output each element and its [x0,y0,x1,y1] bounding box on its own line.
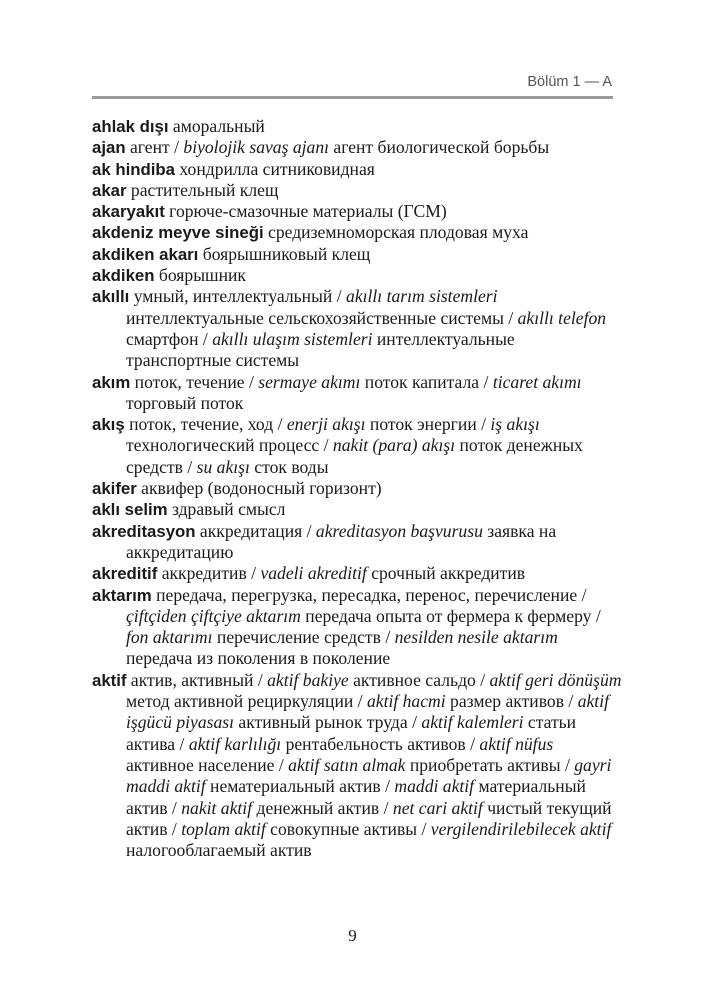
translation-text: нематериальный актив / [205,776,395,797]
translation-text: приобретать активы / [405,754,575,775]
example-term: enerji akışı [286,414,366,435]
translation-text: статьи актива / [126,712,577,754]
headword: aktarım [92,585,152,605]
translation-text: умный, интеллектуальный / [129,286,347,307]
headword: akım [92,372,131,392]
translation-text: агент / [125,137,184,158]
translation-text: активное сальдо / [348,669,490,690]
translation-text: налогооблагаемый актив [126,840,312,861]
translation-text: перечисление средств / [212,627,395,648]
example-term: aktif bakiye [267,669,349,690]
dictionary-entry [92,222,622,243]
example-term: su akışı [196,456,250,477]
translation-text: технологический процесс / [126,435,333,456]
example-term: toplam aktif [181,818,266,839]
headword: akreditasyon [92,521,196,541]
translation-text: чистый текущий актив / [126,797,612,839]
dictionary-entry [92,499,622,520]
headword: aktif [92,670,127,690]
example-term: çiftçiden çiftçiye aktarım [126,605,301,626]
translation-text: актив, активный / [126,669,268,690]
translation-text: сток воды [249,456,329,477]
example-term: aktif işgücü piyasası [126,691,609,733]
translation-text: передача из поколения в поколение [126,648,391,669]
example-term: vergilendirilebilecek aktif [430,818,612,839]
headword: akış [92,415,125,435]
header-rule [92,96,613,99]
headword: ahlak dışı [92,117,169,136]
dictionary-entry [92,180,622,201]
dictionary-entry [92,670,622,862]
headword: akreditif [92,564,158,584]
headword: akaryakıt [92,202,165,222]
dictionary-entry [92,244,622,265]
translation-text: смартфон / [126,328,213,349]
translation-text: поток, течение / [130,371,259,392]
example-term: aktif kalemleri [421,712,524,733]
dictionary-entry [92,585,622,670]
headword: akifer [92,479,137,499]
translation-text: агент биологической борьбы [329,137,550,158]
example-term: nakit aktif [181,797,253,818]
dictionary-entry [92,478,622,499]
example-term: vadeli akreditif [260,563,367,584]
headword: akdeniz meyve sineği [92,223,264,243]
translation-text: аквифер (водоносный горизонт) [136,478,382,499]
translation-text: интеллектуальные сельскохозяйственные системы / [126,307,518,328]
translation-text: растительный клещ [126,179,279,200]
translation-text: горюче-смазочные материалы (ГСМ) [164,201,447,222]
dictionary-entry [92,414,622,478]
translation-text: поток денежных средств / [126,435,583,477]
example-term: akıllı ulaşım sistemleri [212,328,373,349]
translation-text: совокупные активы / [265,818,431,839]
headword: akıllı [92,287,130,307]
headword: ajan [92,138,126,158]
translation-text: размер активов / [445,691,578,712]
dictionary-entry [92,286,622,371]
translation-text: заявка на аккредитацию [126,520,557,562]
running-header: Bölüm 1 — A [527,74,612,90]
example-term: akıllı telefon [517,307,607,328]
translation-text: боярышниковый клещ [198,243,371,264]
dictionary-entry [92,372,622,415]
example-term: gayri maddi aktif [126,754,612,797]
dictionary-entry [92,116,622,137]
example-term: nesilden nesile aktarım [394,627,558,648]
translation-text: денежный актив / [252,797,393,818]
dictionary-entry [92,265,622,286]
headword: akdiken [92,266,155,286]
dictionary-entry [92,521,622,564]
dictionary-entry [92,159,622,180]
example-term: aktif geri dönüşüm [489,669,622,690]
translation-text: передача опыта от фермера к фермеру / [300,605,601,626]
example-term: net cari aktif [392,797,483,818]
dictionary-entry [92,563,622,584]
dictionary-entry [92,137,622,158]
example-term: akreditasyon başvurusu [315,520,483,541]
headword: aklı selim [92,500,168,520]
example-term: ticaret akımı [492,371,582,392]
dictionary-entry [92,201,622,222]
example-term: aktif karlılığı [188,733,282,754]
translation-text: срочный аккредитив [366,563,526,584]
headword: ak hindiba [92,159,175,179]
example-term: akıllı tarım sistemleri [346,286,498,307]
example-term: maddi aktif [394,776,475,797]
example-term: iş akışı [490,414,540,435]
translation-text: поток капитала / [360,371,493,392]
translation-text: активный рынок труда / [234,712,422,733]
translation-text: интеллектуальные транспортные системы [126,328,515,371]
translation-text: аккредитив / [157,563,261,584]
translation-text: боярышник [154,265,246,286]
headword: akdiken akarı [92,244,199,264]
translation-text: активное население / [126,754,289,775]
translation-text: средиземноморская плодовая муха [263,222,529,243]
page-number: 9 [348,926,357,945]
example-term: biyolojik savaş ajanı [183,137,330,158]
example-term: aktif nüfus [479,733,554,754]
translation-text: передача, перегрузка, пересадка, перенос, перечисление / [151,584,587,605]
translation-text: метод активной рециркуляции / [126,691,367,712]
translation-text: хондрилла ситниковидная [175,158,375,179]
example-term: fon aktarımı [126,627,213,648]
example-term: aktif hacmi [366,691,446,712]
translation-text: аккредитация / [195,520,316,541]
translation-text: поток, течение, ход / [124,414,287,435]
headword: akar [92,180,127,200]
translation-text: материальный актив / [126,776,586,818]
translation-text: рентабельность активов / [281,733,480,754]
translation-text: поток энергии / [365,414,491,435]
example-term: nakit (para) akışı [332,435,456,456]
translation-text: аморальный [168,116,265,136]
example-term: aktif satın almak [288,754,406,775]
example-term: sermaye akımı [258,371,361,392]
dictionary-entries [92,116,622,861]
translation-text: торговый поток [126,392,244,413]
translation-text: здравый смысл [167,499,286,520]
